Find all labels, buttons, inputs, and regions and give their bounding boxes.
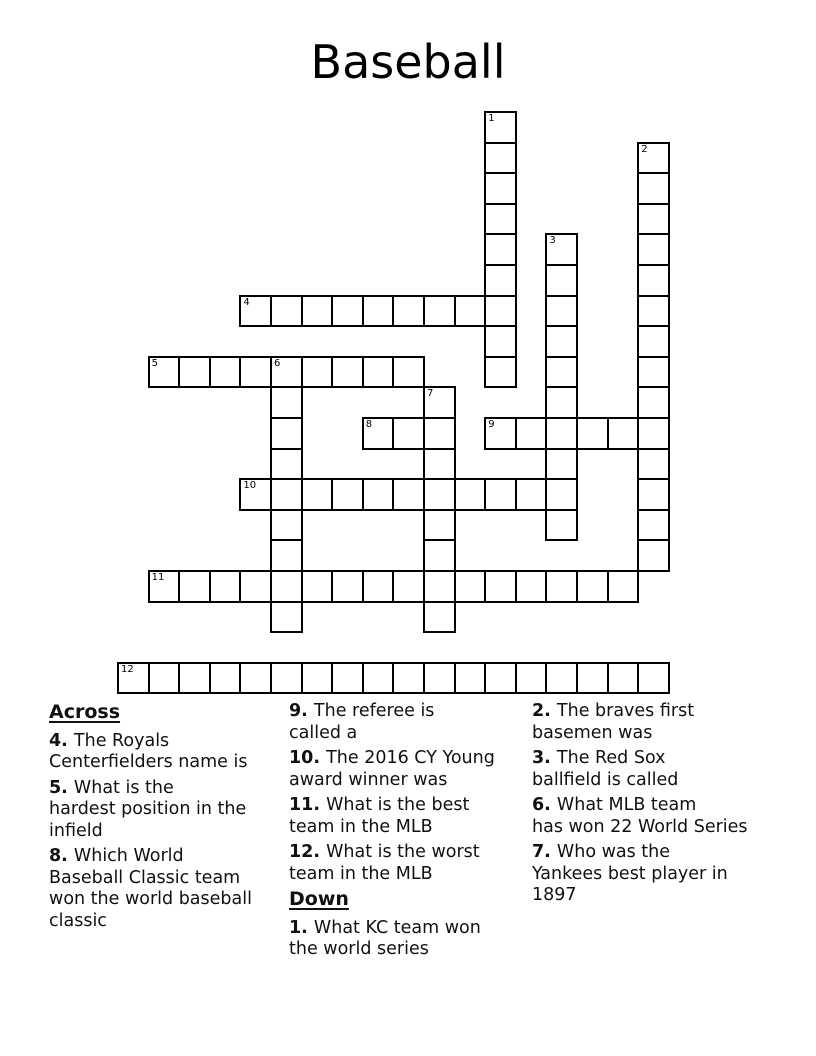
clue-number: 10. (289, 748, 327, 768)
grid-cell-number: 4 (243, 296, 250, 308)
grid-cell[interactable] (637, 356, 670, 389)
grid-cell[interactable] (117, 662, 150, 695)
grid-cell[interactable] (301, 356, 334, 389)
grid-cell[interactable] (545, 417, 578, 450)
grid-cell[interactable] (545, 448, 578, 481)
grid-cell[interactable] (270, 509, 303, 542)
grid-cell[interactable] (392, 356, 425, 389)
grid-cell[interactable] (148, 570, 181, 603)
clue-column-1 (49, 702, 285, 936)
grid-cell[interactable] (484, 295, 517, 328)
grid-cell[interactable] (637, 539, 670, 572)
clue-number: 4. (49, 730, 74, 751)
grid-cell[interactable] (576, 570, 609, 603)
grid-cell[interactable] (331, 356, 364, 389)
grid-cell[interactable] (301, 570, 334, 603)
grid-cell[interactable] (454, 570, 487, 603)
grid-cell[interactable] (270, 570, 303, 603)
grid-cell-number: 2 (641, 143, 648, 155)
clue-item: 6. What MLB team has won 22 World Series (532, 795, 748, 837)
grid-cell[interactable] (545, 295, 578, 328)
grid-cell[interactable] (484, 417, 517, 450)
grid-cell[interactable] (454, 662, 487, 695)
grid-cell[interactable] (423, 662, 456, 695)
grid-cell[interactable] (637, 295, 670, 328)
clue-column-2 (289, 701, 531, 965)
clue-number: 11. (289, 795, 327, 815)
grid-cell[interactable] (423, 295, 456, 328)
clue-item: 5. What is the hardest position in the infield (49, 777, 247, 841)
grid-cell[interactable] (484, 325, 517, 358)
grid-cell[interactable] (637, 662, 670, 695)
clue-item: 4. The Royals Centerfielders name is (49, 730, 248, 772)
clue-item: 1. What KC team won the world series (289, 917, 481, 959)
grid-cell[interactable] (576, 662, 609, 695)
grid-cell[interactable] (637, 448, 670, 481)
page-title: Baseball (310, 35, 506, 89)
grid-cell[interactable] (637, 203, 670, 236)
grid-cell[interactable] (392, 662, 425, 695)
grid-cell[interactable] (209, 570, 242, 603)
grid-cell[interactable] (515, 662, 548, 695)
grid-cell[interactable] (545, 233, 578, 266)
clue-item: 12. What is the worst team in the MLB (289, 842, 480, 884)
grid-cell[interactable] (270, 295, 303, 328)
clue-number: 6. (532, 795, 557, 815)
grid-cell[interactable] (637, 142, 670, 175)
grid-cell[interactable] (607, 662, 640, 695)
grid-cell[interactable] (545, 264, 578, 297)
grid-cell[interactable] (148, 662, 181, 695)
grid-cell[interactable] (362, 478, 395, 511)
clue-number: 5. (49, 777, 74, 798)
grid-cell[interactable] (545, 570, 578, 603)
clue-column-3 (532, 701, 780, 911)
grid-cell[interactable] (484, 570, 517, 603)
grid-cell[interactable] (637, 233, 670, 266)
grid-cell[interactable] (270, 356, 303, 389)
grid-cell[interactable] (454, 478, 487, 511)
grid-cell[interactable] (392, 570, 425, 603)
grid-cell[interactable] (637, 325, 670, 358)
grid-cell[interactable] (484, 233, 517, 266)
clue-section-heading: Down (289, 888, 349, 910)
grid-cell[interactable] (484, 478, 517, 511)
grid-cell[interactable] (239, 478, 272, 511)
grid-cell[interactable] (576, 417, 609, 450)
grid-cell[interactable] (362, 356, 395, 389)
grid-cell[interactable] (545, 662, 578, 695)
grid-cell[interactable] (545, 325, 578, 358)
grid-cell[interactable] (484, 662, 517, 695)
grid-cell[interactable] (362, 570, 395, 603)
grid-cell[interactable] (270, 478, 303, 511)
grid-cell[interactable] (148, 356, 181, 389)
clue-number: 9. (289, 701, 314, 721)
grid-cell[interactable] (484, 142, 517, 175)
clue-item: 7. Who was the Yankees best player in 1897 (532, 842, 728, 905)
grid-cell[interactable] (270, 386, 303, 419)
grid-cell[interactable] (392, 295, 425, 328)
grid-cell[interactable] (178, 570, 211, 603)
grid-cell[interactable] (362, 295, 395, 328)
grid-cell[interactable] (423, 601, 456, 634)
grid-cell[interactable] (301, 295, 334, 328)
grid-cell[interactable] (270, 448, 303, 481)
grid-cell[interactable] (209, 356, 242, 389)
grid-cell[interactable] (362, 662, 395, 695)
clue-item: 3. The Red Sox ballfield is called (532, 748, 679, 790)
grid-cell[interactable] (545, 478, 578, 511)
grid-cell[interactable] (423, 539, 456, 572)
grid-cell[interactable] (239, 570, 272, 603)
clue-item: 2. The braves first basemen was (532, 701, 695, 743)
grid-cell-number: 11 (151, 572, 165, 583)
grid-cell[interactable] (301, 662, 334, 695)
clue-section-heading: Across (49, 701, 121, 723)
grid-cell[interactable] (484, 172, 517, 205)
grid-cell[interactable] (545, 509, 578, 542)
clue-item: 10. The 2016 CY Young award winner was (289, 748, 495, 790)
grid-cell[interactable] (637, 172, 670, 205)
grid-cell-number: 10 (243, 480, 257, 492)
grid-cell[interactable] (515, 478, 548, 511)
grid-cell[interactable] (637, 478, 670, 511)
grid-cell[interactable] (607, 570, 640, 603)
grid-cell[interactable] (331, 478, 364, 511)
clue-number: 12. (289, 842, 327, 862)
grid-cell[interactable] (178, 662, 211, 695)
clue-item: 9. The referee is called a (289, 701, 435, 743)
grid-cell[interactable] (423, 478, 456, 511)
grid-cell[interactable] (331, 570, 364, 603)
clue-item: 11. What is the best team in the MLB (289, 795, 470, 837)
grid-cell[interactable] (484, 111, 517, 144)
grid-cell-number: 7 (427, 388, 434, 400)
grid-cell[interactable] (484, 356, 517, 389)
grid-cell[interactable] (515, 570, 548, 603)
grid-cell[interactable] (484, 264, 517, 297)
grid-cell[interactable] (178, 356, 211, 389)
grid-cell[interactable] (301, 478, 334, 511)
grid-cell[interactable] (423, 386, 456, 419)
clue-item: 8. Which World Baseball Classic team won the world baseball classic (49, 846, 252, 931)
grid-cell[interactable] (607, 417, 640, 450)
clue-number: 3. (532, 748, 557, 768)
grid-cell[interactable] (423, 417, 456, 450)
grid-cell[interactable] (270, 417, 303, 450)
clue-number: 7. (532, 842, 557, 862)
clue-number: 8. (49, 846, 74, 866)
grid-cell[interactable] (239, 295, 272, 328)
grid-cell[interactable] (545, 356, 578, 389)
clue-number: 2. (532, 701, 557, 721)
grid-cell-number: 9 (488, 419, 495, 430)
grid-cell[interactable] (362, 417, 395, 450)
grid-cell-number: 1 (488, 113, 495, 124)
grid-cell[interactable] (423, 509, 456, 542)
grid-cell[interactable] (270, 662, 303, 695)
grid-cell[interactable] (331, 295, 364, 328)
grid-cell[interactable] (331, 662, 364, 695)
grid-cell[interactable] (392, 478, 425, 511)
grid-cell[interactable] (454, 295, 487, 328)
grid-cell[interactable] (239, 356, 272, 389)
grid-cell[interactable] (423, 448, 456, 481)
grid-cell[interactable] (637, 417, 670, 450)
grid-cell-number: 6 (274, 357, 281, 369)
grid-cell[interactable] (637, 386, 670, 419)
grid-cell[interactable] (423, 570, 456, 603)
grid-cell-number: 12 (121, 663, 134, 675)
grid-cell-number: 3 (549, 235, 556, 247)
grid-cell-number: 5 (151, 357, 158, 369)
grid-cell[interactable] (637, 264, 670, 297)
grid-cell[interactable] (545, 386, 578, 419)
grid-cell[interactable] (484, 203, 517, 236)
grid-cell[interactable] (270, 601, 303, 634)
grid-cell[interactable] (270, 539, 303, 572)
grid-cell[interactable] (515, 417, 548, 450)
grid-cell[interactable] (209, 662, 242, 695)
grid-cell[interactable] (637, 509, 670, 542)
clue-number: 1. (289, 917, 314, 938)
grid-cell-number: 8 (365, 419, 373, 430)
grid-cell[interactable] (239, 662, 272, 695)
grid-cell[interactable] (392, 417, 425, 450)
